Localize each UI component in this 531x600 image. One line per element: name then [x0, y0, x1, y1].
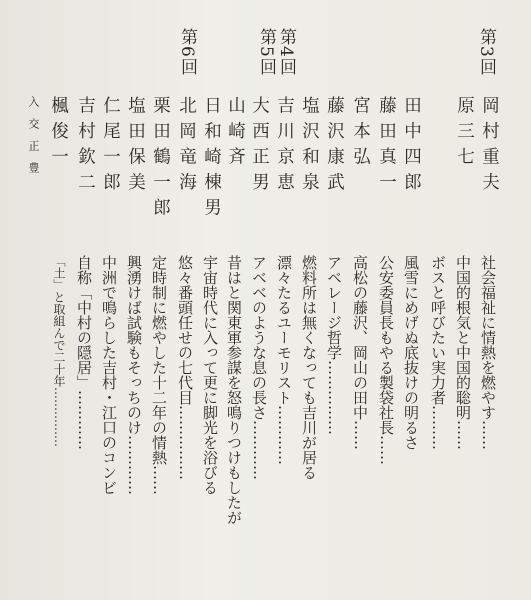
- article-title: 高松の藤沢、岡山の田中……: [351, 255, 369, 450]
- round-label: 第6回: [177, 28, 197, 76]
- contributor-name: 塩沢和泉: [299, 96, 320, 198]
- round-label: 第3回: [476, 28, 496, 76]
- contributor-name: 宮本弘: [350, 96, 371, 173]
- contributor-name: 栗田鶴一郎: [150, 96, 171, 224]
- contributor-name: 岡村重夫: [479, 96, 500, 198]
- article-title: 昔はと関東軍参謀を怒鳴りつけもしたが: [225, 255, 243, 525]
- article-title: 燃料所は無くなっても吉川が居る: [300, 255, 318, 480]
- article-title: ボスと呼びたい実力者………: [429, 255, 447, 450]
- article-title: 中国的根気と中国的聡明……: [454, 255, 472, 450]
- contributor-name: 藤田真一: [376, 96, 397, 198]
- contributor-name: 吉村欽二: [75, 96, 96, 198]
- article-title: 風雪にめげぬ底抜けの明るさ: [402, 255, 420, 450]
- article-title: 自称「中村の隠居」…………: [75, 255, 93, 450]
- article-title: 定時制に燃やした十二年の情熱……: [150, 255, 168, 495]
- round-label: 第4回: [276, 28, 296, 76]
- contributor-name: 藤沢康武: [324, 96, 345, 198]
- article-title: アベレージ哲学……………: [325, 255, 343, 435]
- article-title: 悠々番頭任せの七代目……………: [176, 255, 194, 480]
- contributor-name: 大西正男: [249, 96, 270, 198]
- contributor-name: 田中四郎: [401, 96, 422, 198]
- article-title: 宇宙時代に入って更に脚光を浴びる: [201, 255, 219, 495]
- article-title: 「土」と取組んで二十年……………: [52, 255, 66, 447]
- contributor-name: 原三七: [454, 96, 475, 173]
- article-title: アベベのような息の長さ…………: [250, 255, 268, 480]
- article-title: 興湧けば試験もそっちのけ…………: [125, 255, 143, 495]
- contributor-name: 仁尾一郎: [100, 96, 121, 198]
- article-title: 社会福祉に情熱を燃やす……: [479, 255, 497, 450]
- contributor-name: 塩田保美: [125, 96, 146, 198]
- contributor-name: 吉川京恵: [274, 96, 295, 198]
- round-label: 第5回: [256, 28, 276, 76]
- contributor-name: 楓俊一: [48, 96, 69, 173]
- contributor-name: 北岡竜海: [176, 96, 197, 198]
- article-title: 漂々たるユーモリスト…………: [275, 255, 293, 465]
- contributor-name: 入交正豊: [27, 96, 40, 184]
- contributor-name: 日和崎棟男: [201, 96, 222, 224]
- contributor-name: 山崎斉: [225, 96, 246, 173]
- article-title: 公安委員長もやる製袋社長……: [377, 255, 395, 465]
- article-title: 中洲で鳴らした吉村・江口のコンビ: [100, 255, 118, 495]
